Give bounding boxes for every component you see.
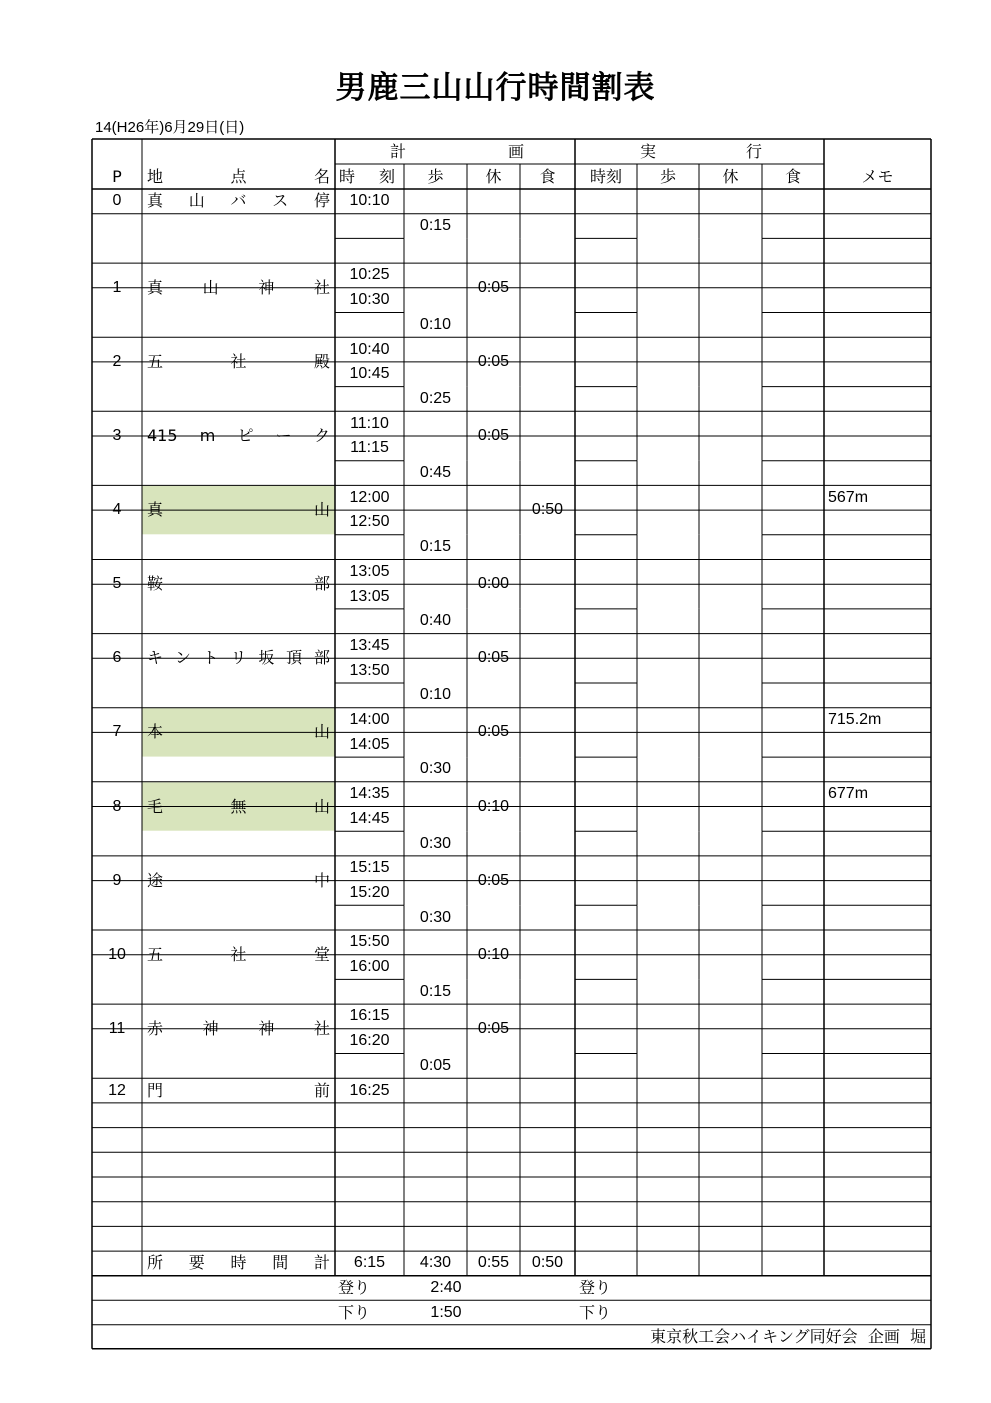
place-name-char: リ (230, 648, 247, 668)
place-name (147, 650, 330, 666)
place-name-char: 殿 (313, 351, 330, 371)
arrive-time: 10:40 (349, 340, 390, 358)
walk-time: 0:05 (419, 1056, 452, 1074)
place-name-char: ト (202, 648, 219, 668)
place-name-char: 社 (313, 277, 330, 297)
depart-time: 14:05 (349, 735, 390, 753)
depart-time: 13:50 (349, 661, 390, 679)
point-number: 3 (112, 427, 122, 444)
total-walk: 4:30 (419, 1254, 452, 1272)
total-time: 6:15 (353, 1254, 386, 1272)
totals-label-char: 計 (313, 1253, 330, 1273)
place-name-char: 山 (188, 191, 205, 211)
walk-time: 0:40 (419, 612, 452, 630)
place-name-char: 途 (147, 870, 164, 890)
rest-time: 0:05 (477, 427, 510, 444)
memo-header: メモ (861, 166, 894, 186)
place-name-char: 堂 (313, 944, 330, 964)
place-name-char: 本 (147, 722, 164, 742)
place-name-char: 部 (313, 574, 330, 594)
place-name (147, 428, 330, 444)
place-name-char: 頂 (286, 648, 303, 668)
place-name-char: 中 (313, 870, 330, 890)
arrive-time: 10:10 (349, 192, 390, 210)
place-name-char: 神 (258, 277, 275, 297)
place-name-char: 真 (147, 191, 164, 211)
actual-group-header (640, 141, 762, 161)
place-name-char: 神 (202, 1018, 219, 1038)
place-header-char: 名 (313, 166, 330, 186)
place-name-char: 門 (147, 1080, 164, 1100)
place-name-char: 山 (313, 796, 330, 816)
walk-time: 0:45 (419, 464, 452, 482)
arrive-time: 13:45 (349, 636, 390, 654)
rest-time: 0:00 (477, 575, 510, 593)
actual-group-header-char: 実 (640, 141, 657, 161)
depart-time: 11:15 (350, 439, 389, 457)
point-number: 5 (112, 575, 122, 593)
point-number: 10 (108, 945, 126, 963)
place-name-char: 赤 (147, 1018, 164, 1038)
place-name-char: 社 (230, 944, 247, 964)
point-number: 7 (112, 723, 122, 741)
date-label: 14(H26年)6月29日(日) (95, 119, 245, 136)
place-name-char: 前 (313, 1080, 330, 1100)
walk-header: 歩 (427, 166, 444, 186)
place-name-char: 停 (313, 191, 330, 211)
rest-header: 休 (485, 166, 502, 186)
plan-group-header-char: 計 (390, 141, 407, 161)
rest-time: 0:05 (477, 871, 510, 889)
point-number: 11 (108, 1019, 126, 1037)
depart-time: 14:45 (349, 809, 390, 827)
arrive-time: 15:50 (349, 933, 390, 951)
down-label: 下り (338, 1302, 371, 1322)
depart-time: 13:05 (349, 587, 390, 605)
memo-note: 567m (828, 488, 869, 506)
depart-time: 10:30 (349, 291, 390, 309)
point-number: 4 (112, 501, 122, 519)
place-name-char: 坂 (258, 648, 275, 668)
walk-time: 0:10 (419, 686, 452, 704)
actual-time-header: 時刻 (589, 166, 622, 186)
place-name (147, 1080, 330, 1100)
place-name-char: ス (272, 191, 289, 211)
place-name-char: バ (230, 191, 247, 211)
arrive-time: 11:10 (350, 414, 389, 432)
rest-time: 0:05 (477, 649, 510, 667)
place-name (147, 277, 330, 297)
memo-note: 677m (828, 785, 869, 803)
rest-time: 0:10 (477, 945, 510, 963)
totals-label (147, 1255, 330, 1271)
time-header-char: 刻 (378, 166, 395, 186)
arrive-time: 15:15 (349, 859, 390, 877)
walk-time: 0:30 (419, 760, 452, 778)
actual-walk-header: 歩 (659, 166, 676, 186)
depart-time: 15:20 (349, 883, 390, 901)
walk-time: 0:30 (419, 908, 452, 926)
up-label: 登り (338, 1278, 371, 1298)
arrive-time: 14:35 (349, 785, 390, 803)
point-number: 8 (112, 797, 122, 815)
arrive-time: 13:05 (349, 562, 390, 580)
depart-time: 16:00 (349, 958, 390, 976)
rest-time: 0:05 (477, 723, 510, 741)
place-header (147, 166, 330, 186)
meal-time: 0:50 (531, 501, 564, 519)
place-name-char: 山 (313, 722, 330, 742)
place-name-char: 五 (147, 351, 164, 371)
walk-time: 0:25 (419, 389, 452, 407)
place-name-char: 部 (313, 648, 330, 668)
place-name (147, 724, 330, 740)
total-rest: 0:55 (477, 1254, 510, 1272)
arrive-time: 16:25 (349, 1081, 390, 1099)
place-name-char: 真 (147, 277, 164, 297)
actual-group-header-char: 行 (745, 141, 762, 161)
place-name (147, 870, 330, 890)
place-name-char: 415 (147, 426, 178, 445)
place-name-char: 社 (230, 351, 247, 371)
meal-header: 食 (539, 166, 556, 186)
arrive-time: 12:00 (349, 488, 390, 506)
depart-time: 12:50 (349, 513, 390, 531)
place-name-char: ン (174, 648, 191, 668)
place-name (147, 502, 330, 518)
place-name-char: 山 (313, 500, 330, 520)
down-actual-label: 下り (579, 1302, 612, 1322)
place-name-char: 鞍 (147, 574, 164, 594)
totals-label-char: 時 (230, 1253, 247, 1273)
totals-label-char: 間 (272, 1253, 289, 1273)
place-header-char: 点 (230, 166, 247, 186)
point-number: 6 (112, 649, 122, 667)
place-name (147, 944, 330, 964)
actual-rest-header: 休 (722, 166, 739, 186)
time-header-char: 時 (339, 166, 356, 186)
plan-group-header (390, 141, 524, 161)
rest-time: 0:05 (477, 278, 510, 296)
totals-label-char: 所 (147, 1253, 164, 1273)
place-name-char: 毛 (147, 796, 164, 816)
walk-time: 0:10 (419, 315, 452, 333)
point-header: P (112, 166, 122, 186)
walk-time: 0:15 (419, 217, 452, 235)
up-actual-label: 登り (579, 1278, 612, 1298)
place-name-char: ク (313, 426, 330, 445)
place-name (147, 1018, 330, 1038)
place-name-char: 社 (313, 1018, 330, 1038)
down-value: 1:50 (430, 1303, 462, 1321)
place-name-char: 五 (147, 944, 164, 964)
totals-label-char: 要 (188, 1253, 205, 1273)
rest-time: 0:05 (477, 1019, 510, 1037)
time-header (339, 166, 395, 186)
rest-time: 0:05 (477, 352, 510, 370)
plan-group-header-char: 画 (507, 141, 524, 161)
place-name (147, 576, 330, 592)
depart-time: 10:45 (349, 365, 390, 383)
rest-time: 0:10 (477, 797, 510, 815)
arrive-time: 10:25 (349, 266, 390, 284)
place-name-char: 神 (258, 1018, 275, 1038)
up-value: 2:40 (430, 1279, 462, 1297)
point-number: 1 (112, 278, 122, 296)
place-name (147, 351, 330, 371)
place-name-char: 真 (147, 500, 164, 520)
point-number: 0 (112, 192, 122, 210)
place-name-char: m (199, 426, 216, 445)
arrive-time: 16:15 (349, 1007, 390, 1025)
point-number: 2 (112, 352, 122, 370)
total-meal: 0:50 (531, 1254, 564, 1272)
walk-time: 0:15 (419, 982, 452, 1000)
arrive-time: 14:00 (349, 711, 390, 729)
place-name (147, 796, 330, 816)
point-number: 12 (108, 1081, 126, 1099)
footer-credit: 東京秋工会ハイキング同好会 企画 堀 (650, 1326, 926, 1346)
place-name (147, 193, 330, 209)
walk-time: 0:30 (419, 834, 452, 852)
page-title: 男鹿三山山行時間割表 (335, 70, 656, 106)
place-name-char: 無 (230, 796, 247, 816)
place-name-char: キ (147, 648, 164, 668)
depart-time: 16:20 (349, 1032, 390, 1050)
actual-meal-header: 食 (784, 166, 801, 186)
walk-time: 0:15 (419, 538, 452, 556)
point-number: 9 (112, 871, 122, 889)
place-header-char: 地 (147, 166, 164, 186)
place-name-char: ピ (237, 426, 254, 445)
place-name-char: ー (275, 426, 292, 445)
memo-note: 715.2m (828, 711, 882, 729)
place-name-char: 山 (202, 277, 219, 297)
